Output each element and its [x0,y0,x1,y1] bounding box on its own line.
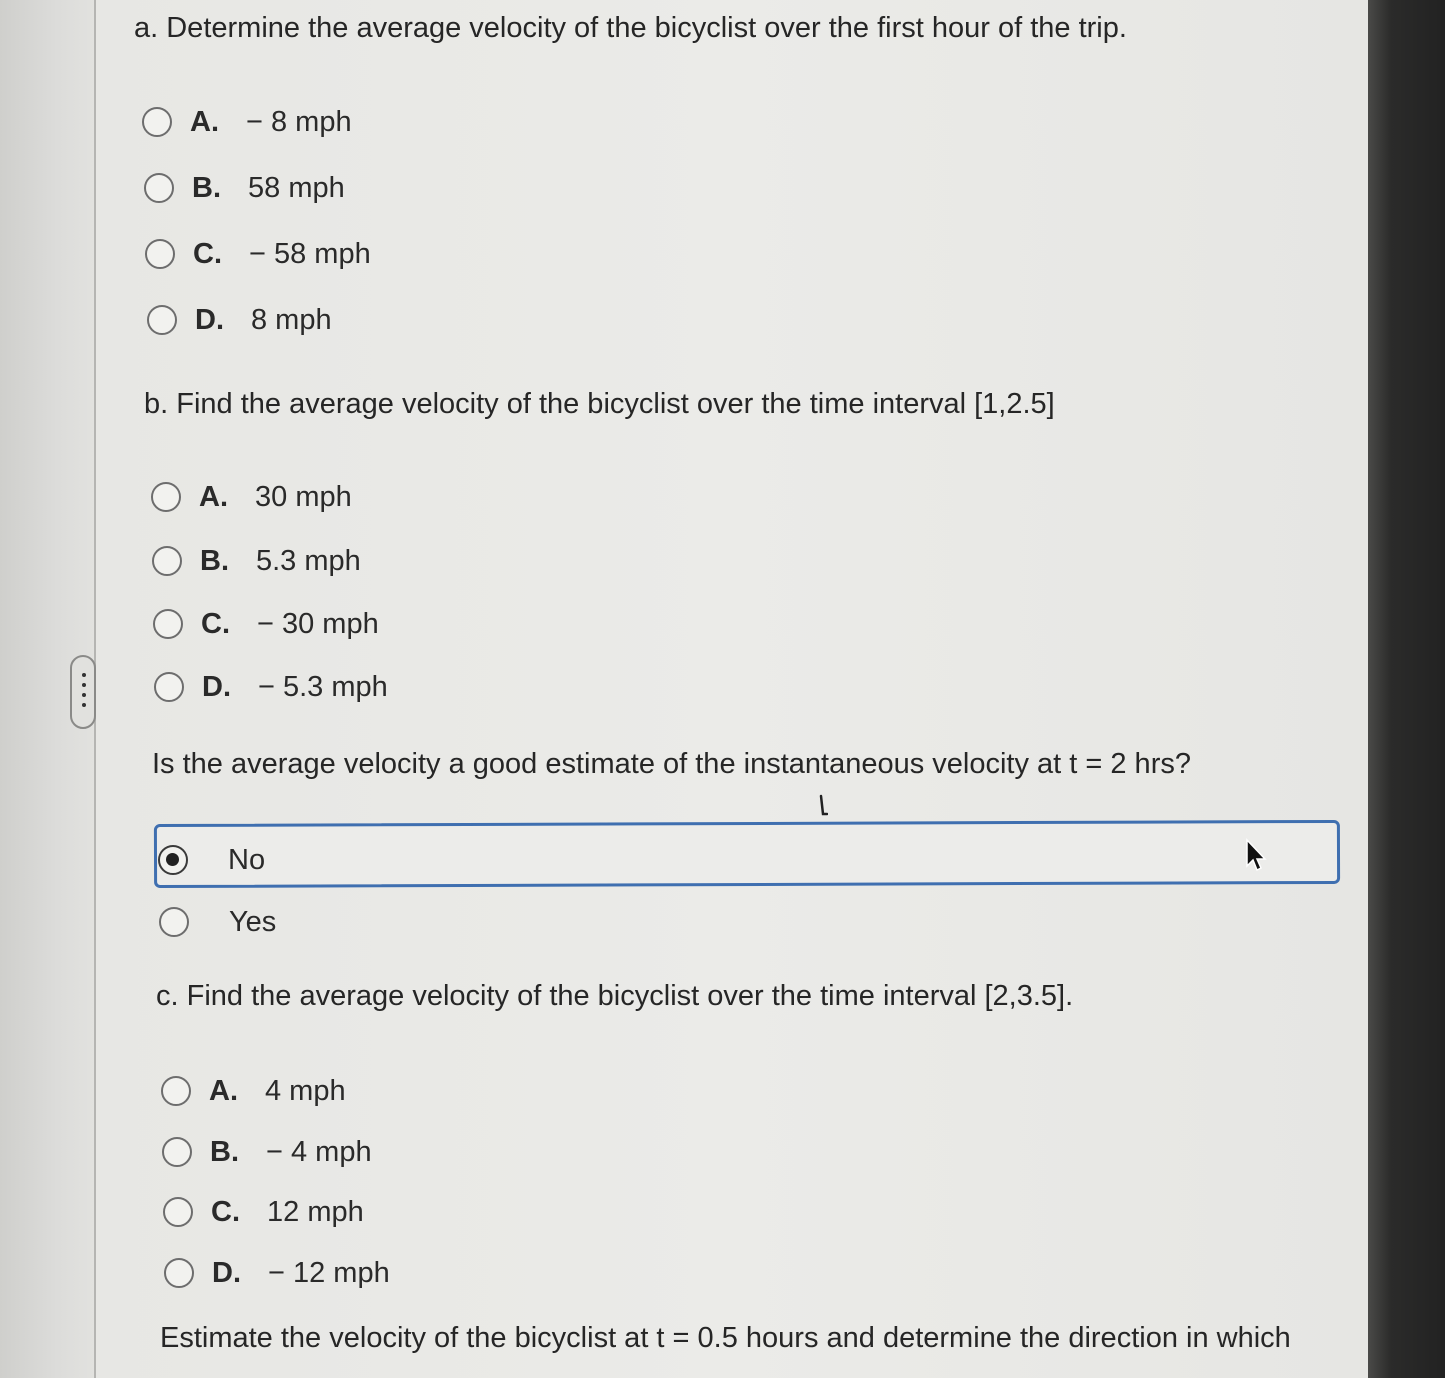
radio-button-icon[interactable] [162,1137,192,1167]
option-c-C[interactable] [163,1192,364,1232]
option-letter: C. [201,607,230,640]
radio-button-icon[interactable] [159,907,189,937]
option-c-A[interactable] [161,1071,346,1111]
option-letter: D. [212,1256,241,1289]
option-no[interactable] [158,840,265,880]
option-a-D[interactable] [147,300,332,340]
option-b-D[interactable] [154,667,388,707]
option-a-B[interactable] [144,168,345,208]
selected-answer-highlight [154,820,1340,888]
option-value: − 5.3 mph [258,670,388,703]
option-value: − 30 mph [257,607,379,640]
option-letter: D. [202,670,231,703]
screen-bezel [1368,0,1445,1378]
option-value: − 8 mph [246,105,352,138]
option-b-C[interactable] [153,604,379,644]
option-letter: B. [192,171,221,204]
question-b-text: b. Find the average velocity of the bicyclist over the time interval [1,2.5] [144,388,1055,420]
radio-button-icon[interactable] [163,1197,193,1227]
option-value: 30 mph [255,480,352,513]
text-cursor-icon [818,794,828,818]
radio-button-icon[interactable] [154,672,184,702]
option-c-B[interactable] [162,1132,372,1172]
radio-button-icon[interactable] [147,305,177,335]
radio-button-icon[interactable] [145,239,175,269]
option-value: 5.3 mph [256,544,361,577]
option-value: − 4 mph [266,1135,372,1168]
option-letter: D. [195,303,224,336]
option-letter: A. [190,105,219,138]
option-value: − 58 mph [249,237,371,270]
mouse-pointer-icon [1244,838,1270,872]
option-a-C[interactable] [145,234,371,274]
radio-button-icon[interactable] [161,1076,191,1106]
option-value: − 12 mph [268,1256,390,1289]
radio-button-icon[interactable] [142,107,172,137]
option-b-B[interactable] [152,541,361,581]
option-a-A[interactable] [142,102,352,142]
drag-dots-icon [82,673,86,707]
question-a-text: a. Determine the average velocity of the bicyclist over the first hour of the trip. [134,12,1127,44]
question-c-text: c. Find the average velocity of the bicyclist over the time interval [2,3.5]. [156,980,1074,1012]
radio-button-icon[interactable] [151,482,181,512]
option-value: 4 mph [265,1074,346,1107]
radio-button-icon[interactable] [144,173,174,203]
option-letter: A. [199,480,228,513]
option-c-D[interactable] [164,1253,390,1293]
option-value: Yes [229,905,277,938]
radio-button-icon[interactable] [164,1258,194,1288]
followup-question-text: Is the average velocity a good estimate of the instantaneous velocity at t = 2 hrs? [152,748,1191,780]
option-value: 12 mph [267,1195,364,1228]
option-letter: B. [200,544,229,577]
radio-button-icon[interactable] [153,609,183,639]
option-letter: C. [193,237,222,270]
option-value: No [228,843,266,876]
option-letter: A. [209,1074,238,1107]
option-value: 8 mph [251,303,332,336]
panel-resize-handle[interactable] [70,655,96,729]
option-b-A[interactable] [151,477,352,517]
option-letter: C. [211,1195,240,1228]
radio-button-icon[interactable] [152,546,182,576]
option-value: 58 mph [248,171,345,204]
option-yes[interactable] [159,902,276,942]
option-letter: B. [210,1135,239,1168]
radio-button-selected-icon[interactable] [158,845,188,875]
estimate-prompt-text: Estimate the velocity of the bicyclist at t = 0.5 hours and determine the direction in which [160,1322,1291,1354]
